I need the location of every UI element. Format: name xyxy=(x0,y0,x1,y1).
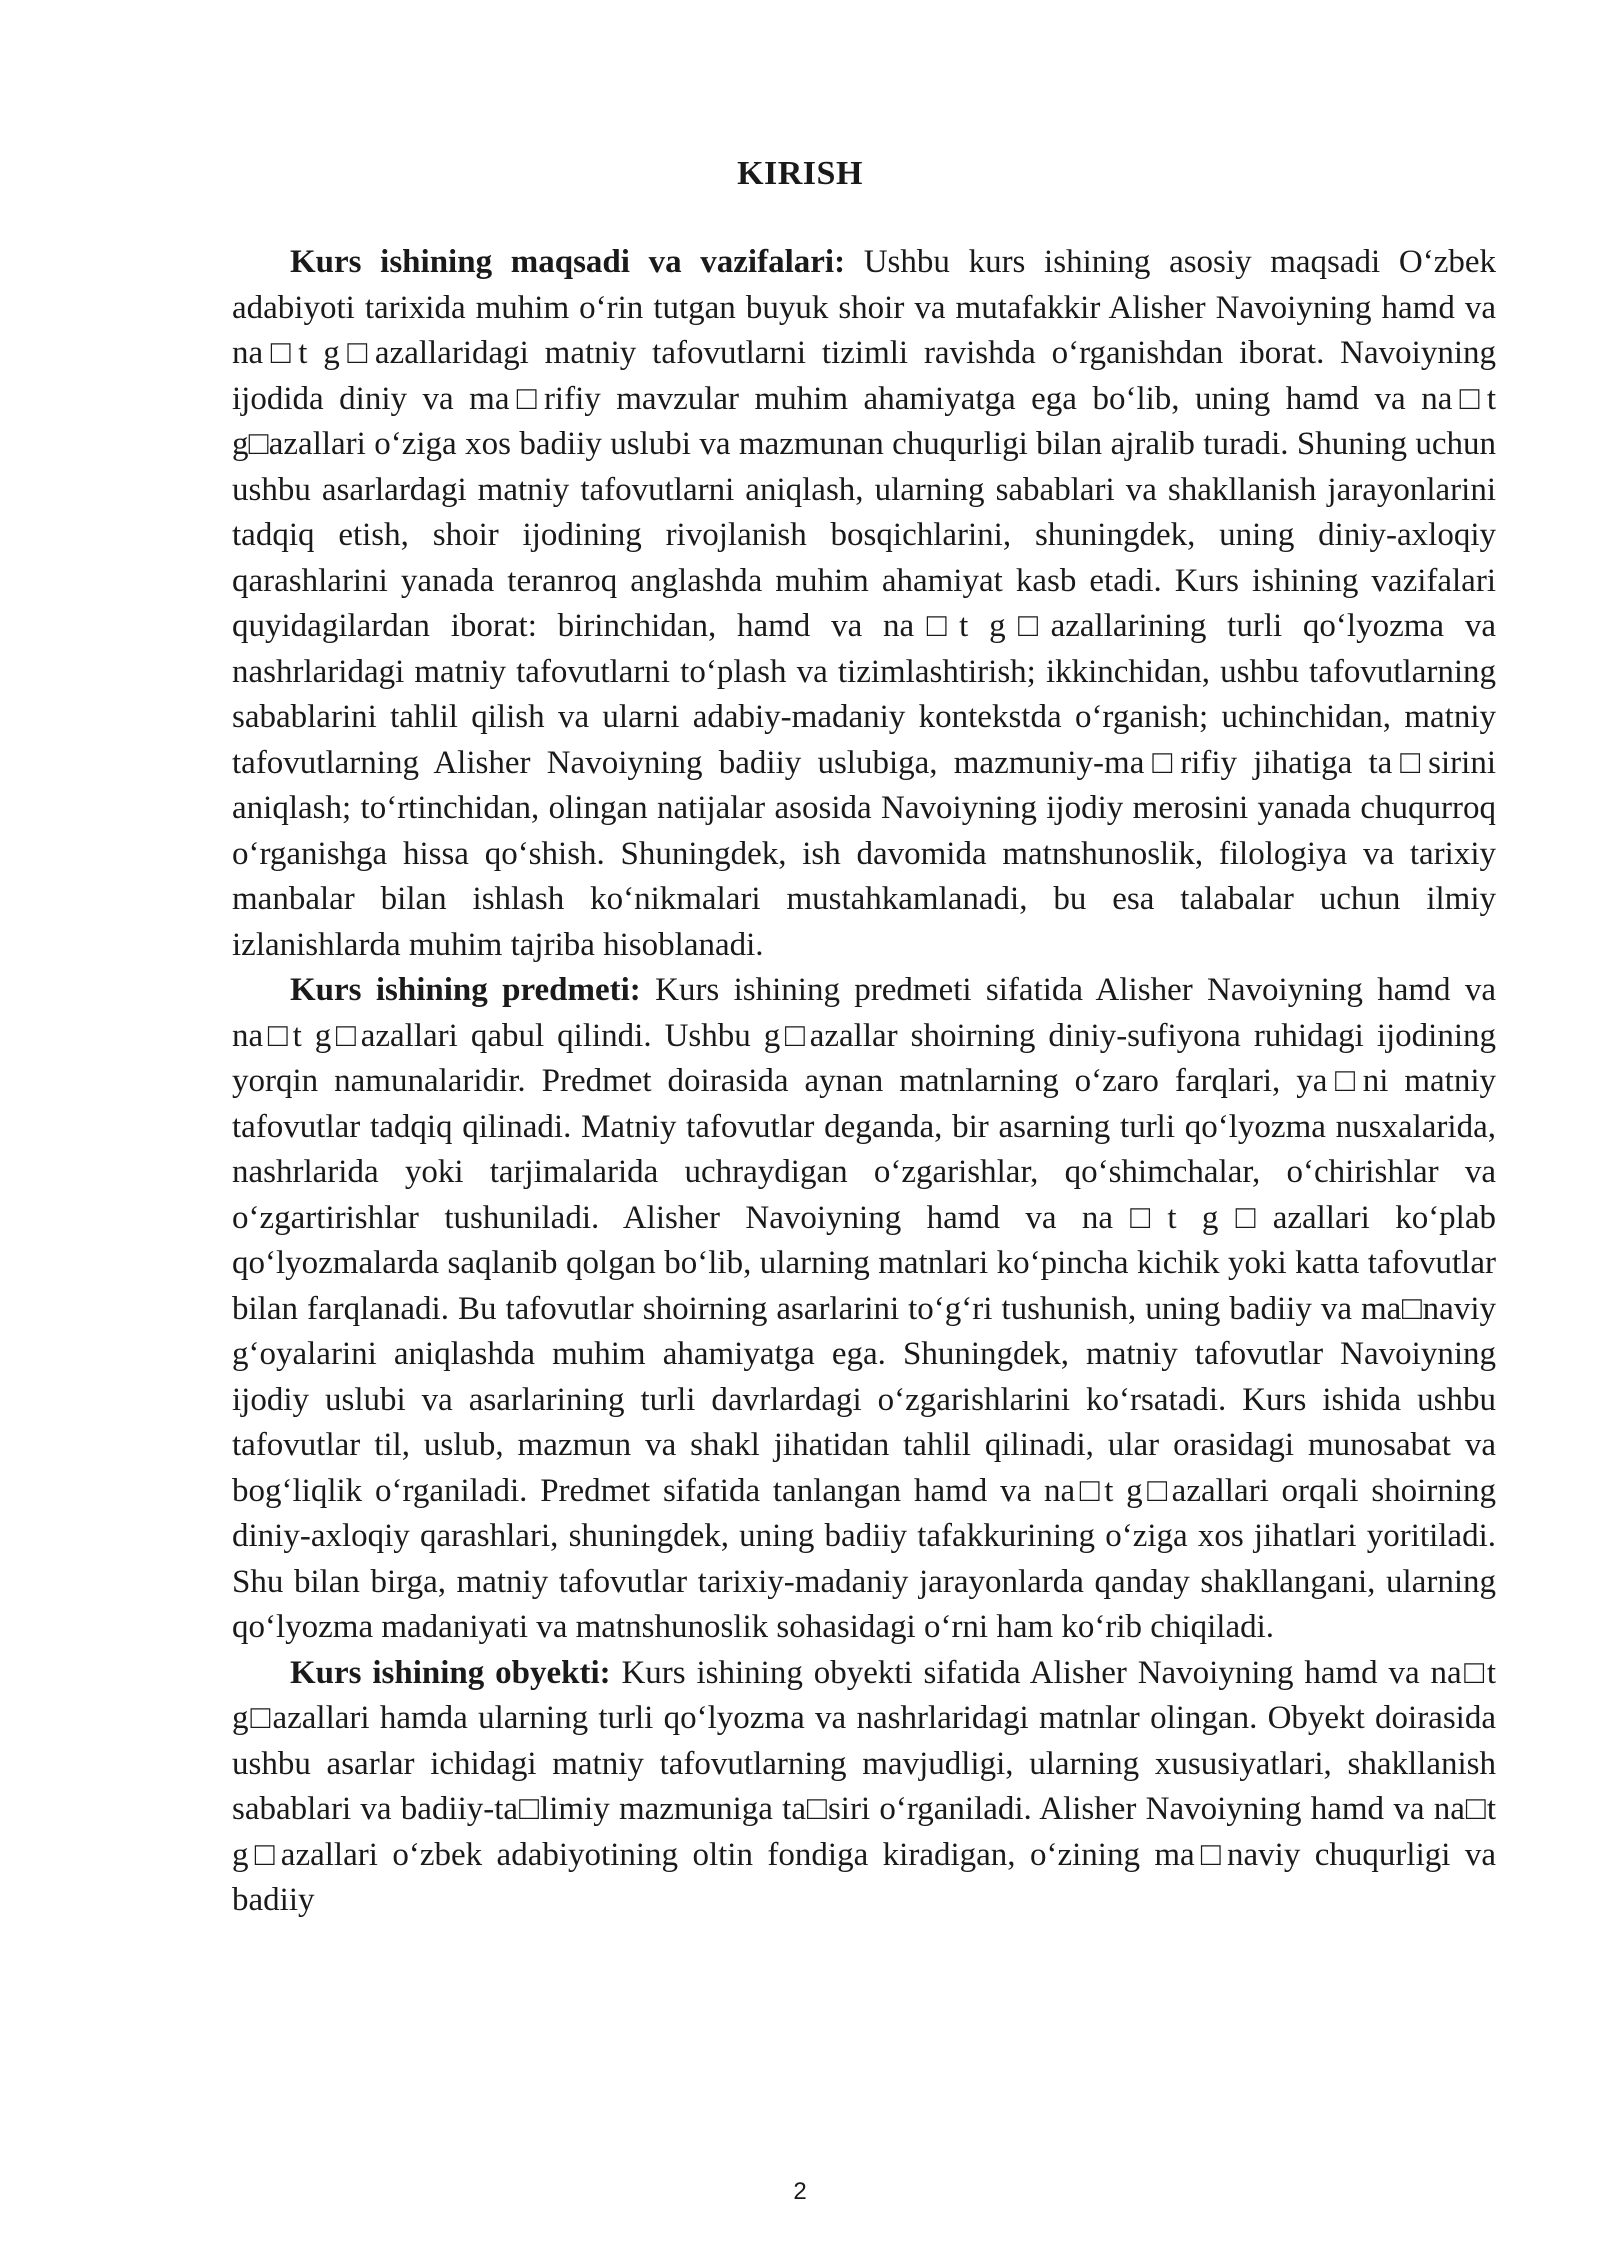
page-number: 2 xyxy=(793,2178,807,2205)
paragraph-lead: Kurs ishining predmeti: xyxy=(290,972,641,1008)
paragraph-text: Ushbu kurs ishining asosiy maqsadi O‘zbek adabiyoti tarixida muhim o‘rin tutgan buyuk shoir va mutafakkir Alisher Navoiyning hamd va na□t g□azallaridagi matniy tafovutlarni tizimli ravishda o‘rganishdan iborat. Navoiyning ijodida diniy va ma□rifiy mavzular muhim ahamiyatga ega bo‘lib, uning hamd va na□t g□azallari o‘ziga xos badiiy uslubi va mazmunan chuqurligi bilan ajralib turadi. Shuning uchun ushbu asarlardagi matniy tafovutlarni aniqlash, ularning sabablari va shakllanish jarayonlarini tadqiq etish, shoir ijodining rivojlanish bosqichlarini, shuningdek, uning diniy-axloqiy qarashlarini yanada teranroq anglashda muhim ahamiyat kasb etadi. Kurs ishining vazifalari quyidagilardan iborat: birinchidan, hamd va na□t g□azallarining turli qo‘lyozma va nashrlaridagi matniy tafovutlarni to‘plash va tizimlashtirish; ikkinchidan, ushbu tafovutlarning sabablarini tahlil qilish va ularni adabiy-madaniy kontekstda o‘rganish; uchinchidan, matniy tafovutlarning Alisher Navoiyning badiiy uslubiga, mazmuniy-ma□rifiy jihatiga ta□sirini aniqlash; to‘rtinchidan, olingan natijalar asosida Navoiyning ijodiy merosini yanada chuqurroq o‘rganishga hissa qo‘shish. Shuningdek, ish davomida matnshunoslik, filologiya va tarixiy manbalar bilan ishlash ko‘nikmalari mustahkamlanadi, bu esa talabalar uchun ilmiy izlanishlarda muhim tajriba hisoblanadi. xyxy=(232,244,1496,963)
paragraph-object xyxy=(232,1651,1496,1924)
paragraph-lead: Kurs ishining maqsadi va vazifalari: xyxy=(290,244,846,280)
paragraph-text: Kurs ishining obyekti sifatida Alisher Navoiyning hamd va na□t g□azallari hamda ularning turli qo‘lyozma va nashrlaridagi matnlar olingan. Obyekt doirasida ushbu asarlar ichidagi matniy tafovutlarning mavjudligi, ularning xususiyatlari, shakllanish sabablari va badiiy-ta□limiy mazmuniga ta□siri o‘rganiladi. Alisher Navoiyning hamd va na□t g□azallari o‘zbek adabiyotining oltin fondiga kiradigan, o‘zining ma□naviy chuqurligi va badiiy xyxy=(232,1654,1496,1918)
section-heading: KIRISH xyxy=(737,155,863,192)
paragraph-goals xyxy=(232,240,1496,968)
paragraph-lead: Kurs ishining obyekti: xyxy=(290,1654,611,1691)
body-text xyxy=(232,240,1496,1924)
paragraph-text: Kurs ishining predmeti sifatida Alisher Navoiyning hamd va na□t g□azallari qabul qilindi. Ushbu g□azallar shoirning diniy-sufiyona ruhidagi ijodining yorqin namunalaridir. Predmet doirasida aynan matnlarning o‘zaro farqlari, ya□ni matniy tafovutlar tadqiq qilinadi. Matniy tafovutlar deganda, bir asarning turli qo‘lyozma nusxalarida, nashrlarida yoki tarjimalarida uchraydigan o‘zgarishlar, qo‘shimchalar, o‘chirishlar va o‘zgartirishlar tushuniladi. Alisher Navoiyning hamd va na□t g□azallari ko‘plab qo‘lyozmalarda saqlanib qolgan bo‘lib, ularning matnlari ko‘pincha kichik yoki katta tafovutlar bilan farqlanadi. Bu tafovutlar shoirning asarlarini to‘g‘ri tushunish, uning badiiy va ma□naviy g‘oyalarini aniqlashda muhim ahamiyatga ega. Shuningdek, matniy tafovutlar Navoiyning ijodiy uslubi va asarlarining turli davrlardagi o‘zgarishlarini ko‘rsatadi. Kurs ishida ushbu tafovutlar til, uslub, mazmun va shakl jihatidan tahlil qilinadi, ular orasidagi munosabat va bog‘liqlik o‘rganiladi. Predmet sifatida tanlangan hamd va na□t g□azallari orqali shoirning diniy-axloqiy qarashlari, shuningdek, uning badiiy tafakkurining o‘ziga xos jihatlari yoritiladi. Shu bilan birga, matniy tafovutlar tarixiy-madaniy jarayonlarda qanday shakllangani, ularning qo‘lyozma madaniyati va matnshunoslik sohasidagi o‘rni ham ko‘rib chiqiladi. xyxy=(232,972,1496,1645)
paragraph-subject xyxy=(232,968,1496,1651)
